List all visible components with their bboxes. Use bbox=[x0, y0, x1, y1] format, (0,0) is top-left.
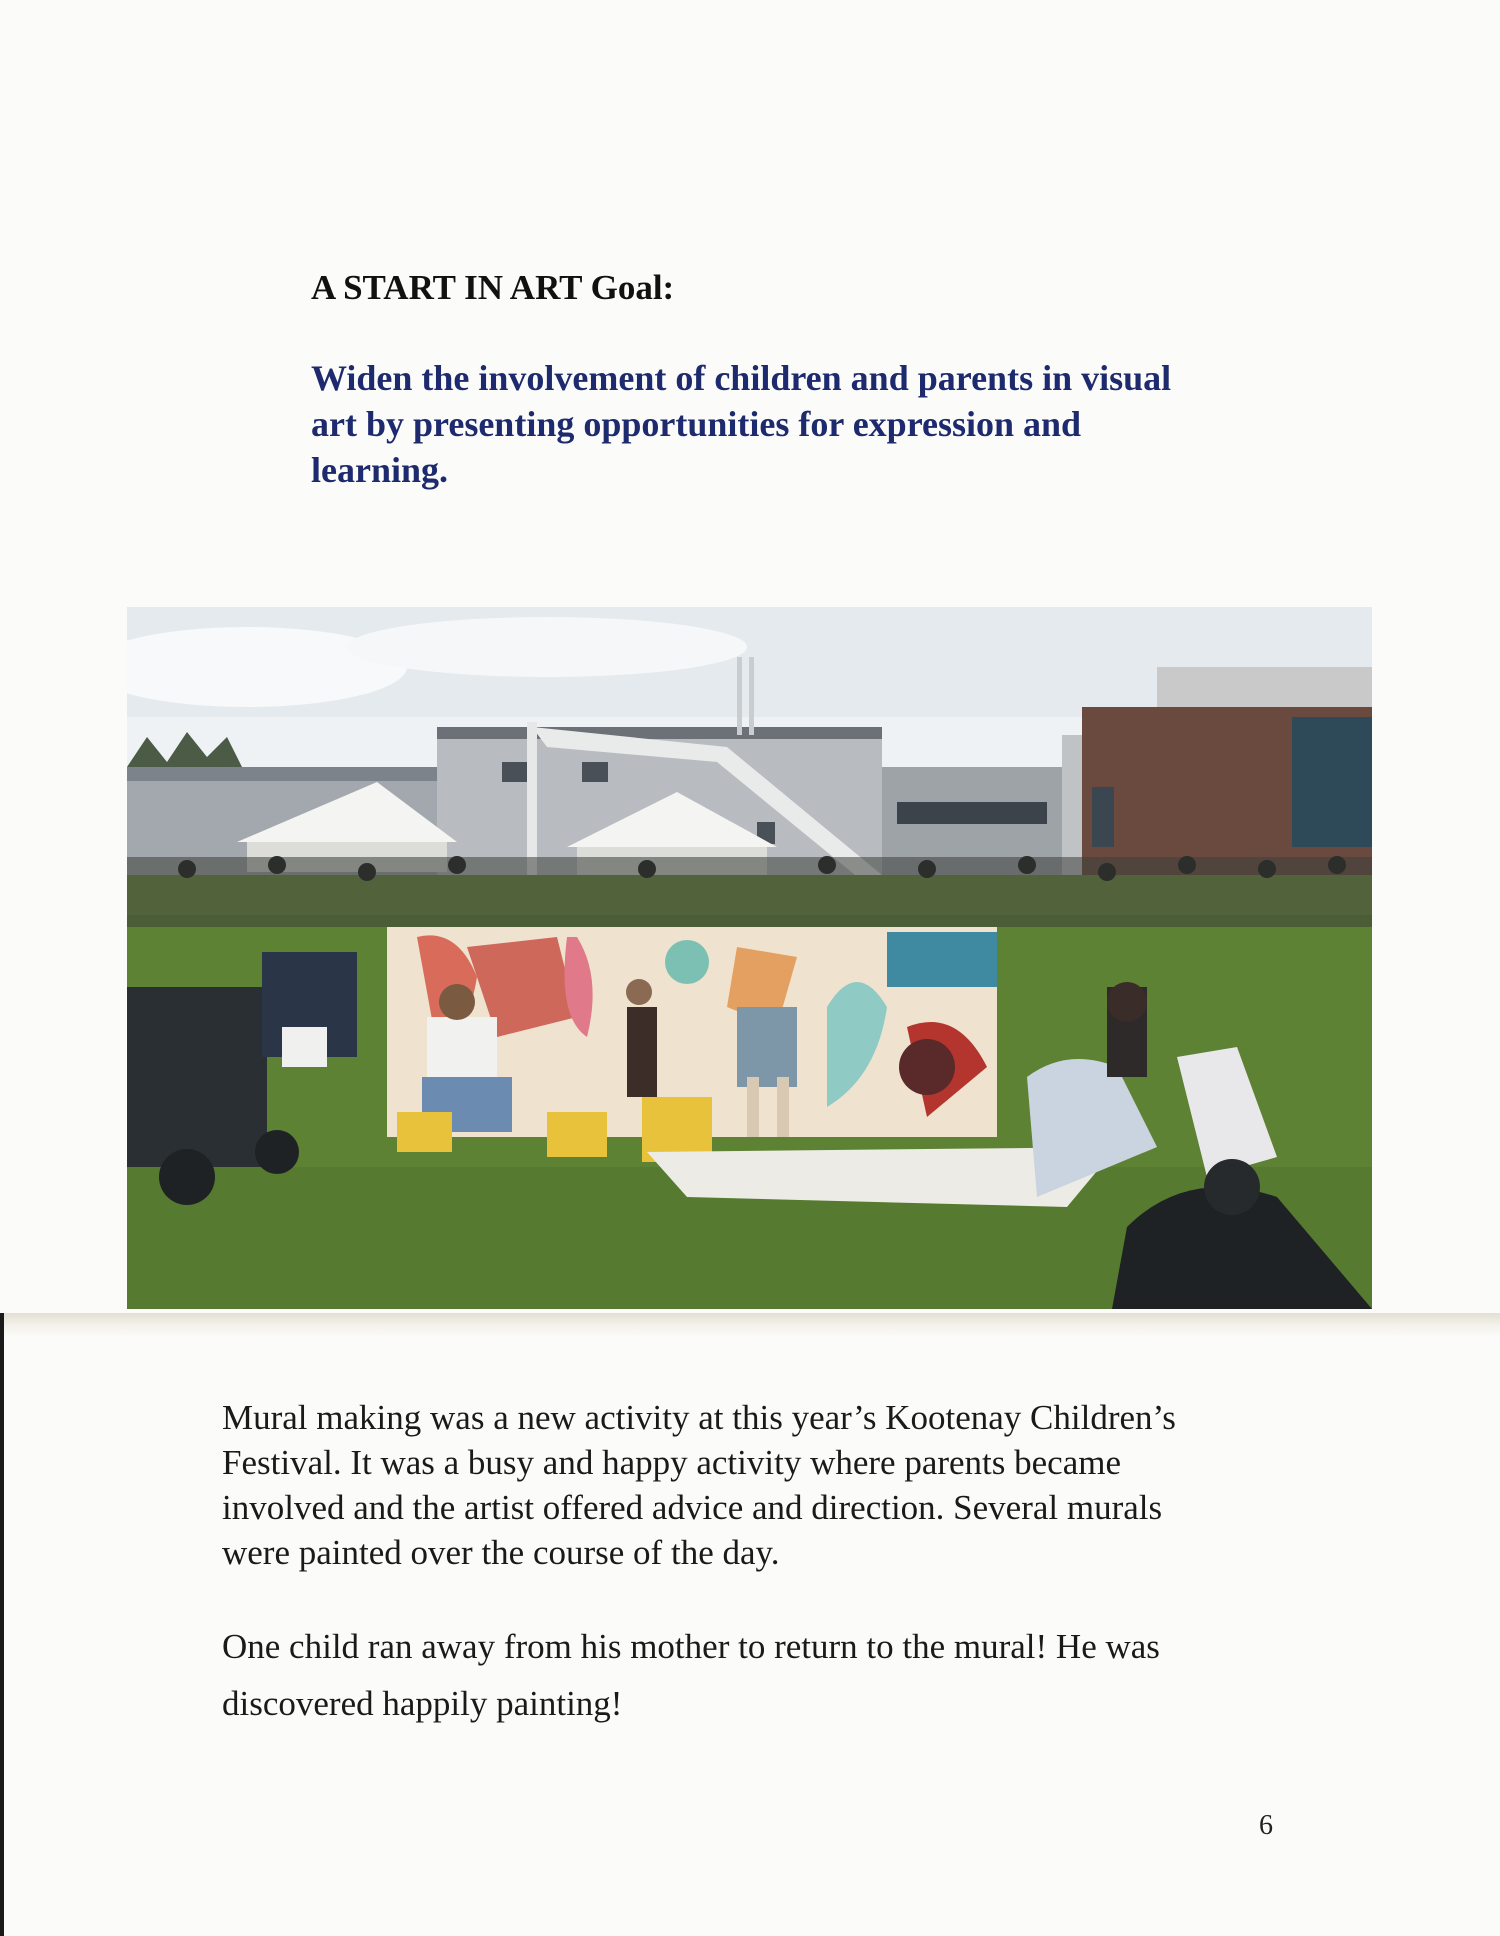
goal-line: art by presenting opportunities for expression and bbox=[311, 404, 1082, 444]
goal-line: learning. bbox=[311, 450, 449, 490]
text-line: discovered happily painting! bbox=[222, 1684, 623, 1723]
goal-line: Widen the involvement of children and parents in visual bbox=[311, 358, 1172, 398]
page-number: 6 bbox=[1259, 1810, 1273, 1841]
page-edge bbox=[0, 1313, 4, 1936]
text-line: involved and the artist offered advice and direction. Several murals bbox=[222, 1488, 1163, 1527]
text-line: were painted over the course of the day. bbox=[222, 1533, 780, 1572]
text-line: Mural making was a new activity at this year’s Kootenay Children’s bbox=[222, 1398, 1176, 1437]
text-line: Festival. It was a busy and happy activity where parents became bbox=[222, 1443, 1122, 1482]
goal-statement bbox=[311, 355, 1271, 493]
paragraph-child-anecdote bbox=[222, 1618, 1342, 1732]
page-fold bbox=[0, 1313, 1500, 1337]
text-line: One child ran away from his mother to return to the mural! He was bbox=[222, 1627, 1160, 1666]
festival-mural-photo bbox=[127, 607, 1372, 1309]
goal-heading: A START IN ART Goal: bbox=[311, 268, 675, 307]
paragraph-mural-activity bbox=[222, 1395, 1342, 1575]
body-text bbox=[222, 1395, 1342, 1732]
